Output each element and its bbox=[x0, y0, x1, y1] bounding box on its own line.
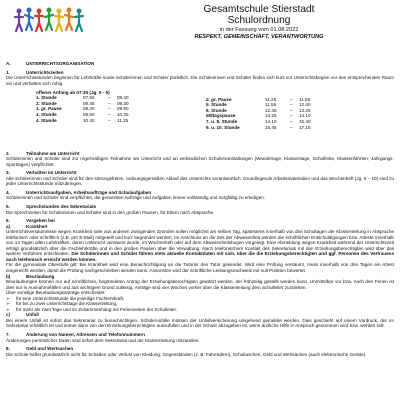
timetable-row: 9. u. 10. Stunde 15.45 – 17.15 bbox=[206, 124, 311, 130]
timetable-row: 2. gr. Pause 11.25 – 11.55 bbox=[206, 96, 311, 102]
timetable-row: 6. Stunde 12.45 – 13.25 bbox=[206, 107, 311, 113]
section-6c-heading: c) Unfall bbox=[6, 312, 39, 318]
section-6a-heading: a) Krankheit bbox=[6, 223, 48, 229]
section-6a-oberstufe-text: Für die gymnasiale Oberstufe gilt: Bei Krankheit wird eine Benachrichtigung an die Tutorin/ den Tutor gesendet. Wird eine Prüfung versäumt, muss innerhalb von drei Tagen ein Attest eingereicht werden, damit die Prüfung nachgeschrieben werden kann. Ansonsten wird der schriftliche Leistungsnachweis mit null Punkten bewertet. bbox=[6, 262, 394, 273]
section-8-heading: 8. Geld und Wertsachen bbox=[6, 346, 74, 352]
section-8-text: Die Schule haftet grundsätzlich nicht für Schäden oder Verlust von Kleidung, Gegenständen (z. B. Fahrrädern), Schultaschen, Geld und Wertsachen (auch elektronische Geräte). bbox=[6, 351, 367, 357]
section-6b-text: Beurlaubungen können nur auf schriftlichen, begründeten Antrag der Erziehungsberechtigten gewährt werden, der frühzeitig gestellt werden kann. Unmittelbar vor bzw. nach den Ferien ist dies nur in Ausnahmefällen und aus wichtigem Grund zulässig. Anträge sind vier Wochen vorher über die Klassenleitung dem Schulleiter zuzuleiten. bbox=[6, 279, 394, 290]
timetable-row: 2. Stunde 08.45 – 09.30 bbox=[36, 100, 129, 106]
school-name: Gesamtschule Stierstadt bbox=[203, 4, 315, 15]
section-2-text: Schülerinnen und Schüler sind zur regelmäßigen Teilnahme am Unterricht und an verbindlichen Schulveranstaltungen (Wandertage, Klassentage, Schulfeste, Klassenfahrten, Jahrgangs-Sporttagen) verpflichtet. bbox=[6, 156, 394, 167]
timetable-right bbox=[206, 97, 366, 131]
list-item: ➢ für bis zu zwei Unterrichtstage die Klassenleitung, bbox=[6, 301, 118, 307]
school-logo-figures-icon bbox=[14, 5, 86, 37]
section-7-text: Änderungen persönlicher Daten sind sofort dem Sekretariat und der Klassenleitung mitzuteilen. bbox=[6, 337, 200, 343]
section-2-heading: 2. Teilnahme am Unterricht bbox=[6, 150, 80, 156]
list-item: ➢ für eine Unterrichtsstunde die jeweilige Fachlehrkraft, bbox=[6, 295, 125, 301]
section-6b-intro: Über sonstige Beurlaubungsanträge entscheidet: bbox=[6, 290, 106, 296]
section-1-heading: 1. Unterrichtszeiten bbox=[6, 69, 64, 75]
arrow-bullet-icon: ➢ bbox=[6, 295, 10, 301]
timetable-row: 3. Stunde 09.50 – 10.35 bbox=[36, 111, 129, 117]
document-body bbox=[6, 59, 394, 357]
timetable-row: 4. Stunde 10.40 – 11.25 bbox=[36, 117, 129, 123]
timetable-row: 1. gr. Pause 09.30 – 09.50 bbox=[36, 106, 129, 112]
contact-data-notice: Die Schülerinnen und Schüler führen stets aktuelle Kontaktdaten mit sich, über die die Erziehungsberechtigten und ggf. Personen des Vertrauens auch telefonisch erreicht werden können. bbox=[6, 251, 395, 262]
arrow-bullet-icon: ➢ bbox=[6, 301, 10, 307]
section-a-heading: A. UNTERRICHTSORGANISATION bbox=[6, 61, 95, 67]
section-6c-text: Bei einem Unfall ist sofort das Sekretariat zu benachrichtigen. Schülerunfälle müssen der Unfallversicherung umgehend gemeldet werden. Dies geschieht auf einem Vordruck, der im Sekretariat erhältlich ist und immer dann von den Erziehungsberechtigten auszufüllen und in der Schule abzugeben ist, wenn ärztliche Hilfe in Anspruch genommen wird bzw. werden soll. bbox=[6, 317, 394, 329]
timetable-heading: offener Anfang ab 07:30 (Jg. 5 - 9) bbox=[36, 89, 110, 95]
timetable-row: 7. u. 8. Stunde 14.10 – 15.40 bbox=[206, 118, 311, 124]
document-header bbox=[120, 4, 398, 41]
school-motto: RESPEKT, GEMEINSCHAFT, VERANTWORTUNG bbox=[194, 34, 324, 40]
timetable-left bbox=[36, 90, 176, 124]
section-6-heading: 6. Vorgehen bei bbox=[6, 218, 55, 224]
section-5-heading: 5. Sprechstunden des Sekretariats bbox=[6, 203, 97, 209]
section-1-text: Die Unterrichtsstunden beginnen für Lehrkräfte sowie Schülerinnen und Schüler pünktlich. Die Schülerinnen und Schüler finden sich kurz vor Unterrichtsbeginn vor den entsprechenden Raum ein und verhalten sich ruhig. bbox=[6, 75, 394, 87]
timetable bbox=[6, 90, 394, 148]
section-3-heading: 3. Verhalten im Unterricht bbox=[6, 170, 77, 176]
arrow-bullet-icon: ➢ bbox=[6, 306, 10, 312]
list-item: ➢ für mehr als zwei Tage und im Zusammenhang mit Ferienzeiten der Schulleiter. bbox=[6, 306, 178, 312]
section-4-text: Schülerinnen und Schüler sind verpflichtet, die genannten Aufträge und Aufgaben immer vollständig und sorgfältig zu erledigen. bbox=[6, 195, 265, 201]
section-5-text: Die Sprechzeiten für Schülerinnen und Schüler sind in den großen Pausen, für Eltern nach Absprache. bbox=[6, 209, 215, 215]
document-title: Schulordnung bbox=[227, 15, 291, 26]
section-7-heading: 7. Änderung von Namen, Adressen und Telefonnummern bbox=[6, 331, 145, 337]
version-date: in der Fassung vom 01.08.2022 bbox=[219, 27, 299, 33]
timetable-row: 1. Stunde 07.55 – 08.40 bbox=[36, 95, 129, 101]
section-3-text: Alle Schülerinnen und Schüler sind für den störungsfreien, ordnungsgemäßen Ablauf des Unterrichts verantwortlich. Grundlegende Arbeitsmaterialien und das Wochenheft (Jg. 5 – 10) sind zu jeder Unterrichtsstunde mitzubringen. bbox=[6, 175, 394, 187]
timetable-row: 5. Stunde 11.55 – 12.40 bbox=[206, 102, 311, 108]
section-4-heading: 4. Unterrichtsaufgaben, Arbeitsaufträge und Schulaufgaben bbox=[6, 189, 152, 195]
timetable-row: Mittagspause 13.25 – 14.10 bbox=[206, 113, 311, 119]
section-6b-heading: b) Beurlaubung bbox=[6, 273, 55, 279]
section-6a-text: Unterrichtsversäumnisse wegen Krankheit oder aus anderen zwingenden Gründen sollen möglichst am selben Tag, spätestens innerhalb von drei Schultagen der Klassenleitung in Absprache telefonisch oder schriftlich (z.B. per E-Mail) mitgeteilt und kurz begründet werden. Im Anschluss an die Zeit der Abwesenheit werden die schriftlichen Entschuldigungen bzw. Atteste innerhalb von 14 Tagen allen Lehrkräften, deren Unterricht versäumt wurde, im Wochenheft oder auf dem Abwesenheitsbogen vorgelegt. Eine Abmeldung wegen Krankheit während der Unterrichtszeit erfolgt grundsätzlich über die Fachlehrkräfte und in den großen Pausen über die Verwaltung. Nach telefonischem Kontakt des Sekretariats mit den Erziehungsberechtigten wird über das weitere Verfahren entschieden. Die Schülerinnen und Schüler führen stets aktuelle Kontaktdaten mit sich, über die die Erziehungsberechtigten und ggf. Personen des Vertrauens auch telefonisch erreicht werden können. bbox=[6, 229, 395, 262]
